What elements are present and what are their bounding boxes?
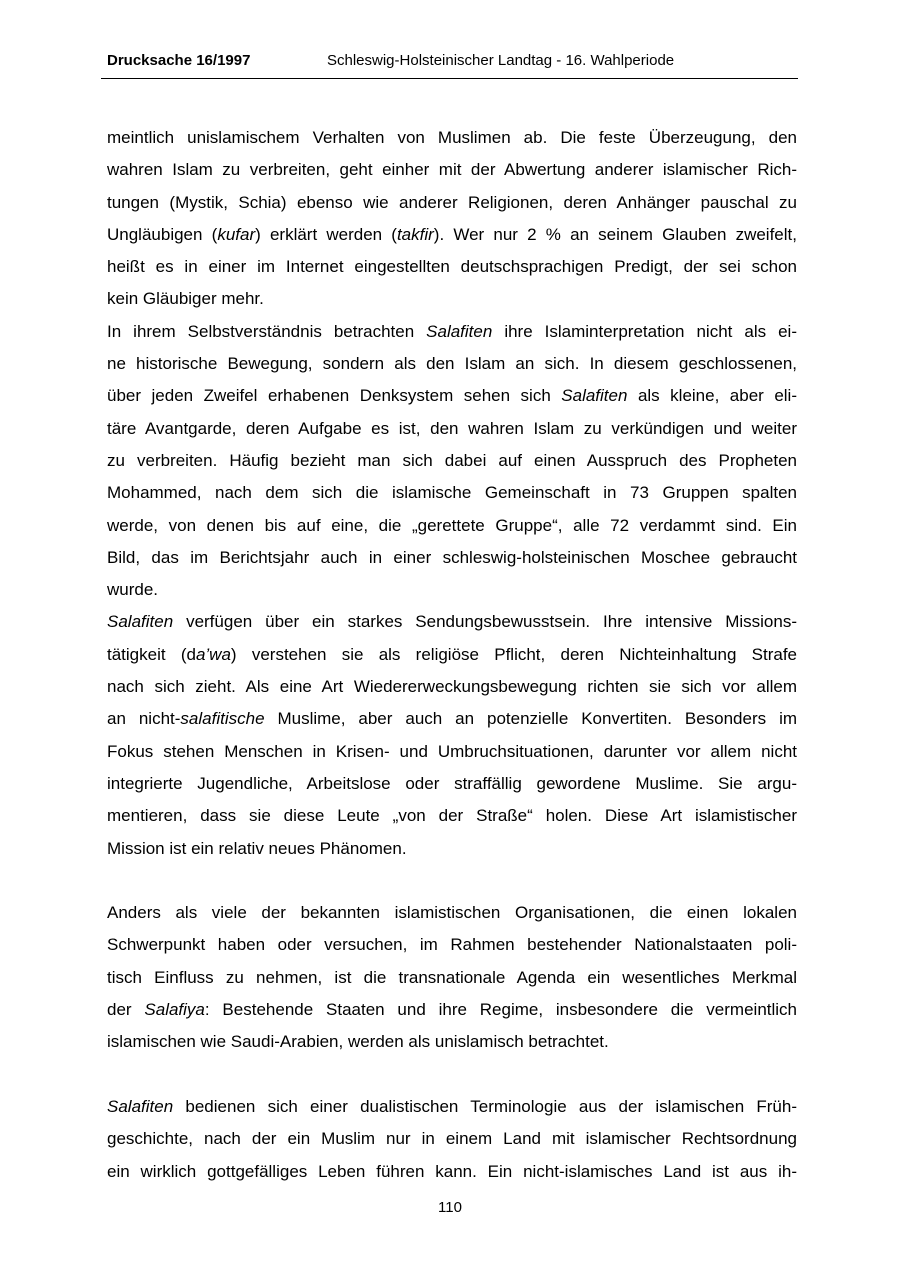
- page-number: 110: [438, 1199, 462, 1216]
- header-title: Schleswig-Holsteinischer Landtag - 16. Wahlperiode: [327, 52, 675, 69]
- text-line: integrierte Jugendliche, Arbeitslose oder straffällig gewordene Muslime. Sie argu-: [107, 773, 797, 793]
- italic-term: a’wa: [195, 644, 231, 664]
- text-line: Salafiten bedienen sich einer dualistischen Terminologie aus der islamischen Früh-: [107, 1096, 797, 1116]
- italic-term: Salafiten: [426, 321, 493, 341]
- text-line: wurde.: [107, 580, 159, 600]
- text-line: täre Avantgarde, deren Aufgabe es ist, den wahren Islam zu verkündigen und weiter: [107, 418, 797, 438]
- italic-term: kufar: [217, 224, 256, 244]
- text-line: Ungläubigen (kufar) erklärt werden (takfir). Wer nur 2 % an seinem Glauben zweifelt,: [107, 224, 797, 244]
- text-line: tisch Einfluss zu nehmen, ist die transnationale Agenda ein wesentliches Merkmal: [107, 967, 797, 987]
- text-line: über jeden Zweifel erhabenen Denksystem sehen sich Salafiten als kleine, aber eli-: [107, 386, 797, 406]
- italic-term: Salafiya: [144, 1000, 205, 1020]
- text-line: Anders als viele der bekannten islamistischen Organisationen, die einen lokalen: [107, 903, 797, 923]
- text-line: zu verbreiten. Häufig bezieht man sich dabei auf einen Ausspruch des Propheten: [107, 450, 797, 470]
- document-number: Drucksache 16/1997: [107, 52, 251, 69]
- italic-term: Salafiten: [561, 386, 628, 406]
- text-line: an nicht-salafitische Muslime, aber auch an potenzielle Konvertiten. Besonders im: [107, 709, 798, 729]
- text-line: Bild, das im Berichtsjahr auch in einer schleswig-holsteinischen Moschee gebraucht: [107, 547, 797, 567]
- text-line: Salafiten verfügen über ein starkes Sendungsbewusstsein. Ihre intensive Missions-: [107, 612, 797, 632]
- text-line: mentieren, dass sie diese Leute „von der Straße“ holen. Diese Art islamistischer: [107, 806, 797, 826]
- paragraph-gap: [107, 1059, 797, 1091]
- italic-term: Salafiten: [107, 612, 174, 632]
- body-text: [107, 122, 797, 1188]
- text-line: der Salafiya: Bestehende Staaten und ihre Regime, insbesondere die vermeintlich: [107, 1000, 798, 1020]
- page-header: [101, 52, 798, 79]
- text-line: In ihrem Selbstverständnis betrachten Salafiten ihre Islaminterpretation nicht als ei-: [107, 321, 797, 341]
- text-line: wahren Islam zu verbreiten, geht einher mit der Abwertung anderer islamischer Rich-: [107, 160, 797, 180]
- text-line: nach sich zieht. Als eine Art Wiedererweckungsbewegung richten sie sich vor allem: [107, 677, 797, 697]
- text-line: ne historische Bewegung, sondern als den Islam an sich. In diesem geschlossenen,: [107, 354, 797, 374]
- text-line: tungen (Mystik, Schia) ebenso wie anderer Religionen, deren Anhänger pauschal zu: [107, 192, 797, 212]
- text-line: islamischen wie Saudi-Arabien, werden als unislamisch betrachtet.: [107, 1032, 609, 1052]
- text-line: Mohammed, nach dem sich die islamische Gemeinschaft in 73 Gruppen spalten: [107, 483, 797, 503]
- text-line: werde, von denen bis auf eine, die „gerettete Gruppe“, alle 72 verdammt sind. Ein: [107, 515, 797, 535]
- italic-term: salafitische: [180, 709, 265, 729]
- italic-term: takfir: [396, 224, 434, 244]
- text-line: ein wirklich gottgefälliges Leben führen kann. Ein nicht-islamisches Land ist aus ih-: [107, 1161, 797, 1181]
- text-line: Schwerpunkt haben oder versuchen, im Rahmen bestehender Nationalstaaten poli-: [107, 935, 797, 955]
- text-line: tätigkeit (da’wa) verstehen sie als religiöse Pflicht, deren Nichteinhaltung Strafe: [107, 644, 797, 664]
- italic-term: Salafiten: [107, 1096, 174, 1116]
- paragraph-gap: [107, 865, 797, 897]
- text-line: Mission ist ein relativ neues Phänomen.: [107, 838, 407, 858]
- text-line: kein Gläubiger mehr.: [107, 289, 264, 309]
- text-line: meintlich unislamischem Verhalten von Muslimen ab. Die feste Überzeugung, den: [107, 128, 797, 147]
- text-line: geschichte, nach der ein Muslim nur in einem Land mit islamischer Rechtsordnung: [107, 1129, 797, 1149]
- text-line: Fokus stehen Menschen in Krisen- und Umbruchsituationen, darunter vor allem nicht: [107, 741, 797, 761]
- text-line: heißt es in einer im Internet eingestellten deutschsprachigen Predigt, der sei schon: [107, 257, 797, 277]
